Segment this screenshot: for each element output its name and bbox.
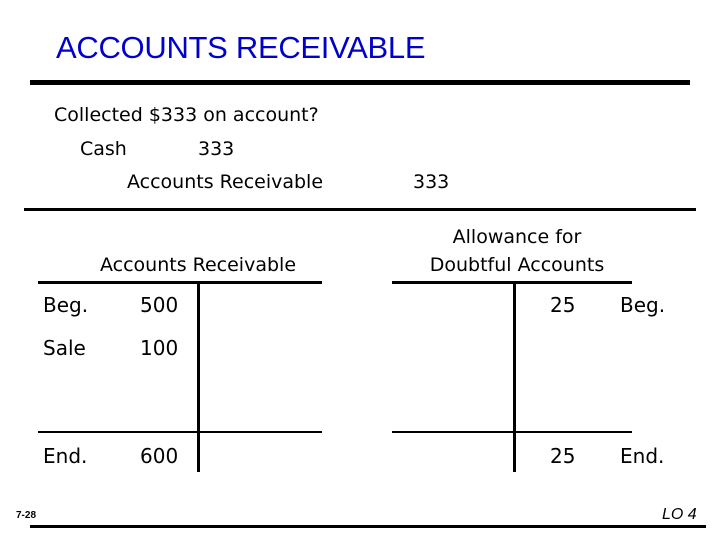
left-row-value: 500	[140, 293, 179, 317]
title-rule	[30, 80, 690, 85]
t-account-right-top-line	[392, 281, 632, 284]
left-row-label: Beg.	[43, 293, 89, 317]
t-account-right-stem	[513, 281, 516, 472]
left-row-label: End.	[43, 444, 88, 468]
t-account-right-title-line1: Allowance for	[452, 226, 582, 248]
t-account-right-total-line	[392, 431, 632, 433]
right-row-label: End.	[620, 444, 665, 468]
footer-rule	[30, 525, 706, 528]
right-row-value: 25	[550, 293, 576, 317]
learning-objective-label: LO 4	[662, 506, 697, 523]
left-row-value: 600	[140, 444, 179, 468]
journal-credit-account: Accounts Receivable	[127, 171, 324, 193]
journal-debit-account: Cash	[80, 138, 127, 160]
t-account-left-total-line	[38, 431, 322, 433]
slide-title: ACCOUNTS RECEIVABLE	[56, 30, 426, 65]
section-divider	[24, 208, 696, 211]
question-text: Collected $333 on account?	[54, 104, 319, 126]
left-row-label: Sale	[43, 336, 86, 360]
t-account-left-top-line	[38, 281, 322, 284]
right-row-label: Beg.	[620, 293, 666, 317]
journal-debit-amount: 333	[198, 138, 235, 160]
left-row-value: 100	[140, 336, 179, 360]
page-number: 7-28	[16, 510, 37, 521]
t-account-right-title-line2: Doubtful Accounts	[429, 254, 605, 276]
t-account-left-title: Accounts Receivable	[99, 254, 297, 276]
t-account-left-stem	[197, 281, 200, 472]
journal-credit-amount: 333	[413, 171, 450, 193]
right-row-value: 25	[550, 444, 576, 468]
